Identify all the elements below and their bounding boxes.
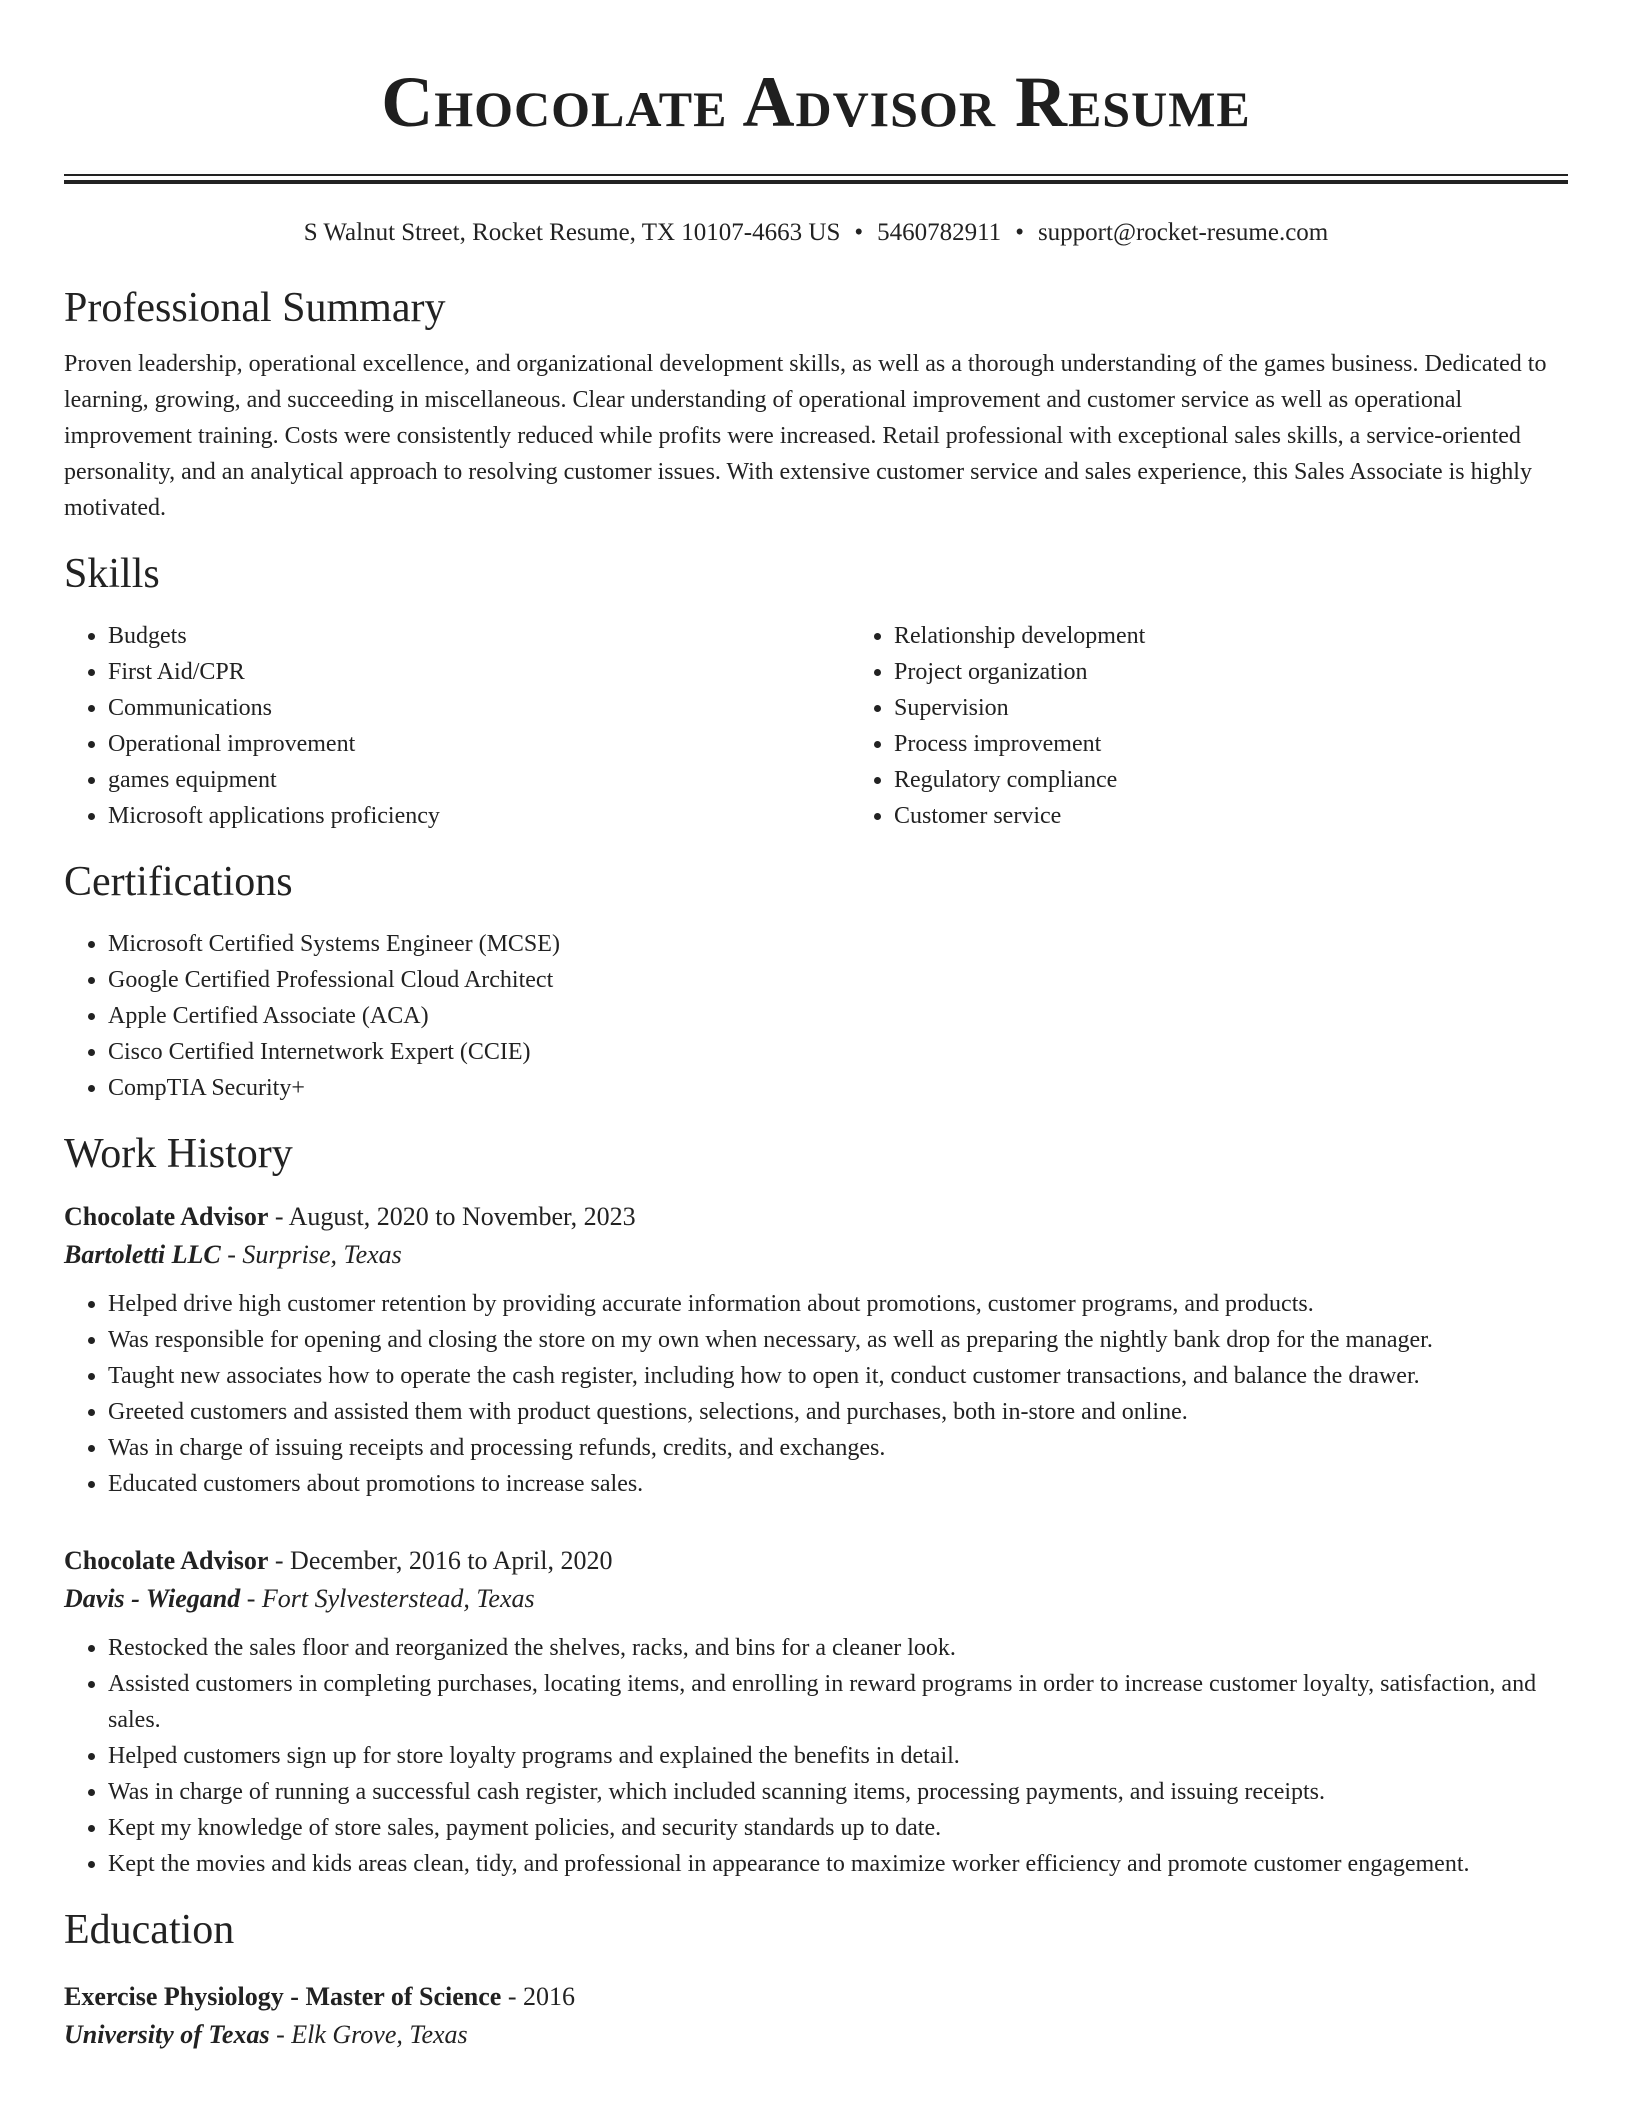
contact-line <box>64 218 1568 248</box>
list-item: • Greeted customers and assisted them with product questions, selections, and purchases, both in-store and online. <box>108 1394 1568 1430</box>
list-item: • Cisco Certified Internetwork Expert (CCIE) <box>108 1034 1568 1070</box>
school-location: - Elk Grove, Texas <box>269 2020 468 2049</box>
list-item: • Operational improvement <box>108 726 850 762</box>
list-item: • Budgets <box>108 618 850 654</box>
list-item: • Supervision <box>894 690 1145 726</box>
summary-heading: Professional Summary <box>64 285 446 331</box>
list-item: • Regulatory compliance <box>894 762 1145 798</box>
skills-list <box>64 618 1568 834</box>
company-location: - Fort Sylvesterstead, Texas <box>240 1584 535 1613</box>
job-entry <box>64 1542 1568 1882</box>
contact-separator: • <box>854 219 864 246</box>
work-history-heading: Work History <box>64 1131 293 1177</box>
list-item: • Customer service <box>894 798 1145 834</box>
list-item: • Was in charge of issuing receipts and processing refunds, credits, and exchanges. <box>108 1430 1568 1466</box>
contact-phone: 5460782911 <box>877 219 1002 246</box>
list-item: • Microsoft Certified Systems Engineer (MCSE) <box>108 926 1568 962</box>
company-name: Davis - Wiegand <box>64 1584 241 1613</box>
certifications-list <box>64 926 1568 1106</box>
job-title: Chocolate Advisor <box>64 1202 269 1231</box>
skills-column-left <box>64 618 850 834</box>
list-item: • Kept the movies and kids areas clean, tidy, and professional in appearance to maximize worker efficiency and promote customer engagement. <box>108 1846 1568 1882</box>
list-item: • Educated customers about promotions to increase sales. <box>108 1466 1568 1502</box>
job-title-line <box>64 1198 1568 1236</box>
list-item: • games equipment <box>108 762 850 798</box>
job-dates: - December, 2016 to April, 2020 <box>268 1546 613 1575</box>
list-item: • Process improvement <box>894 726 1145 762</box>
list-item: • Restocked the sales floor and reorganized the shelves, racks, and bins for a cleaner look. <box>108 1630 1568 1666</box>
education-heading: Education <box>64 1907 235 1953</box>
list-item: • Taught new associates how to operate the cash register, including how to open it, conduct customer transactions, and balance the drawer. <box>108 1358 1568 1394</box>
list-item: • Project organization <box>894 654 1145 690</box>
list-item: • Relationship development <box>894 618 1145 654</box>
summary-text: Proven leadership, operational excellence, and organizational development skills, as well as a thorough understanding of the games business. Dedicated to learning, growing, and succeeding in miscellaneous. Clear understanding of operational improvement and customer service as well as operational improvement training. Costs were consistently reduced while profits were increased. Retail professional with exceptional sales skills, a service-oriented personality, and an analytical approach to resolving customer issues. With extensive customer service and sales experience, this Sales Associate is highly motivated. <box>64 351 1547 521</box>
contact-email[interactable]: support@rocket-resume.com <box>1037 219 1329 246</box>
title-rule-thin <box>64 174 1568 176</box>
certifications-heading: Certifications <box>64 859 293 905</box>
job-dates: - August, 2020 to November, 2023 <box>268 1202 636 1231</box>
company-line <box>64 1236 1568 1274</box>
resume-title: Chocolate Advisor Resume <box>381 62 1251 142</box>
contact-address: S Walnut Street, Rocket Resume, TX 10107-4663 US <box>303 219 841 246</box>
list-item: • First Aid/CPR <box>108 654 850 690</box>
company-line <box>64 1580 1568 1618</box>
list-item: • Microsoft applications proficiency <box>108 798 850 834</box>
contact-separator: • <box>1015 219 1024 246</box>
skills-column-right <box>850 618 1145 834</box>
list-item: • CompTIA Security+ <box>108 1070 1568 1106</box>
degree-year: - 2016 <box>501 1982 575 2011</box>
list-item: • Google Certified Professional Cloud Architect <box>108 962 1568 998</box>
education-entry <box>64 1978 1568 2054</box>
school-line <box>64 2016 1568 2054</box>
list-item: • Helped drive high customer retention by providing accurate information about promotions, customer programs, and products. <box>108 1286 1568 1322</box>
degree-line <box>64 1978 1568 2016</box>
job-entry <box>64 1198 1568 1502</box>
school-name: University of Texas <box>64 2020 270 2049</box>
job-bullets <box>64 1286 1568 1502</box>
job-title: Chocolate Advisor <box>64 1546 269 1575</box>
list-item: • Was responsible for opening and closing the store on my own when necessary, as well as preparing the nightly bank drop for the manager. <box>108 1322 1568 1358</box>
company-location: - Surprise, Texas <box>220 1240 402 1269</box>
skills-heading: Skills <box>64 551 160 597</box>
company-name: Bartoletti LLC <box>64 1240 221 1269</box>
job-bullets <box>64 1630 1568 1882</box>
list-item: • Assisted customers in completing purchases, locating items, and enrolling in reward programs in order to increase customer loyalty, satisfaction, and sales. <box>108 1666 1568 1738</box>
list-item: • Apple Certified Associate (ACA) <box>108 998 1568 1034</box>
list-item: • Communications <box>108 690 850 726</box>
title-rule-thick <box>64 180 1568 184</box>
job-title-line <box>64 1542 1568 1580</box>
list-item: • Helped customers sign up for store loyalty programs and explained the benefits in detail. <box>108 1738 1568 1774</box>
degree: Exercise Physiology - Master of Science <box>64 1982 502 2011</box>
list-item: • Kept my knowledge of store sales, payment policies, and security standards up to date. <box>108 1810 1568 1846</box>
list-item: • Was in charge of running a successful cash register, which included scanning items, processing payments, and issuing receipts. <box>108 1774 1568 1810</box>
